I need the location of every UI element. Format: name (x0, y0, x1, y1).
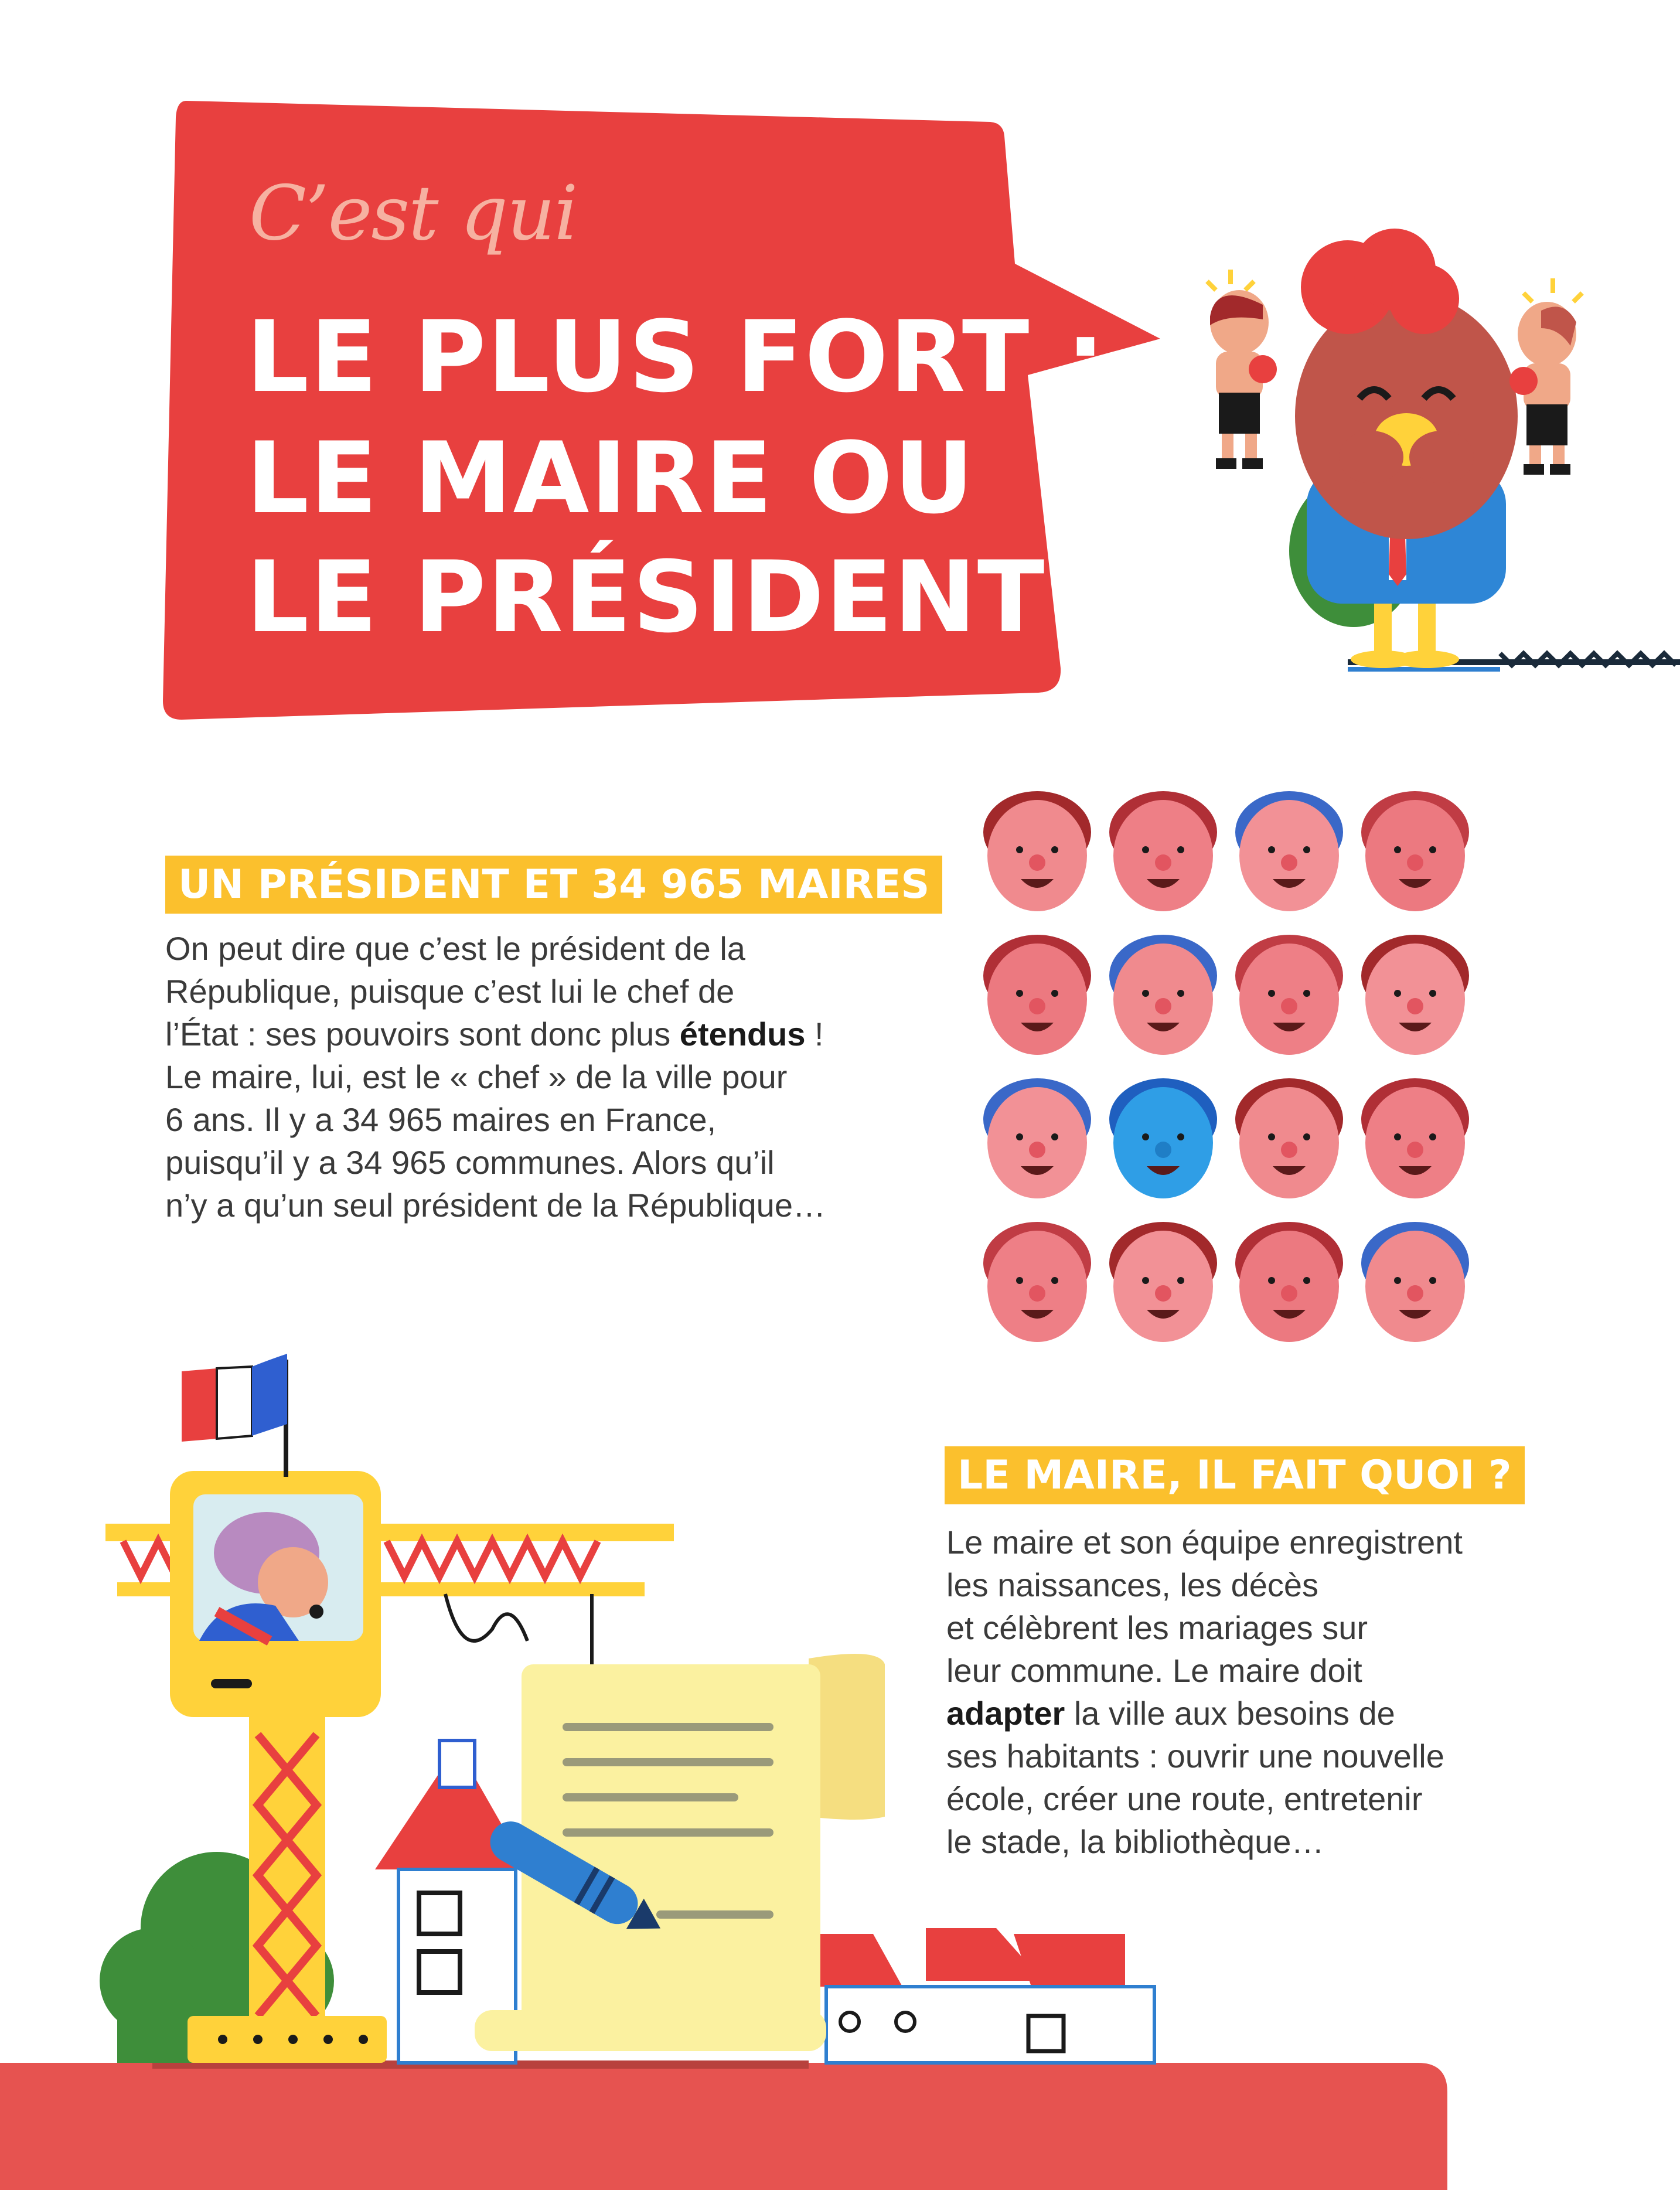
para-line: l’État : ses pouvoirs sont donc plus étendus ! (165, 1016, 824, 1053)
headline-line-3: LE PRÉSIDENT ? (246, 540, 1140, 655)
para-line: ses habitants : ouvrir une nouvelle (946, 1738, 1444, 1775)
para-line: puisqu’il y a 34 965 communes. Alors qu’il (165, 1144, 775, 1181)
ground (0, 2063, 1447, 2190)
para-line: On peut dire que c’est le président de la (165, 930, 745, 967)
mayor-faces-icon (1235, 1222, 1343, 1342)
para-line: Le maire et son équipe enregistrent (946, 1524, 1463, 1561)
para-line: le stade, la bibliothèque… (946, 1823, 1324, 1860)
para-line: République, puisque c’est lui le chef de (165, 973, 735, 1010)
boxer-left-icon (1190, 270, 1295, 475)
mayor-faces-grid (973, 779, 1488, 1354)
mayor-faces-icon (1109, 1078, 1217, 1198)
paragraph-president-mayors (165, 927, 826, 1227)
mayor-faces-icon (1361, 1222, 1469, 1342)
mayor-faces-icon (983, 1078, 1091, 1198)
mayor-faces-icon (1109, 935, 1217, 1055)
mayor-faces-icon (1235, 791, 1343, 911)
headline-line-2: LE MAIRE OU (246, 421, 975, 536)
mayor-faces-icon (1361, 1078, 1469, 1198)
mayor-faces-icon (983, 1222, 1091, 1342)
para-line: adapter la ville aux besoins de (946, 1695, 1395, 1732)
mayor-faces-icon (983, 791, 1091, 911)
mayor-faces-icon (1109, 791, 1217, 911)
headline-line-1: LE PLUS FORT : (246, 299, 1107, 414)
french-flag-icon (182, 1354, 288, 1477)
para-line: les naissances, les décès (946, 1566, 1319, 1603)
mayor-faces-icon (1109, 1222, 1217, 1342)
boxer-right-icon (1500, 275, 1606, 481)
section-tag-mayor-role: LE MAIRE, IL FAIT QUOI ? (945, 1446, 1525, 1504)
mayor-faces-icon (983, 935, 1091, 1055)
town-illustration (0, 1336, 1680, 2190)
mayor-faces-icon (1361, 791, 1469, 911)
para-line: 6 ans. Il y a 34 965 maires en France, (165, 1101, 717, 1138)
mayor-faces-icon (1235, 935, 1343, 1055)
mayor-faces-icon (1361, 935, 1469, 1055)
title-kicker: C’est qui (249, 170, 577, 257)
para-line: Le maire, lui, est le « chef » de la ville pour (165, 1058, 788, 1095)
para-line: leur commune. Le maire doit (946, 1652, 1362, 1689)
para-line: école, créer une route, entretenir (946, 1780, 1423, 1817)
para-line: et célèbrent les mariages sur (946, 1609, 1368, 1646)
section-tag-presidents-mayors: UN PRÉSIDENT ET 34 965 MAIRES (165, 856, 942, 914)
para-line: n’y a qu’un seul président de la République… (165, 1187, 826, 1224)
mayor-faces-icon (1235, 1078, 1343, 1198)
